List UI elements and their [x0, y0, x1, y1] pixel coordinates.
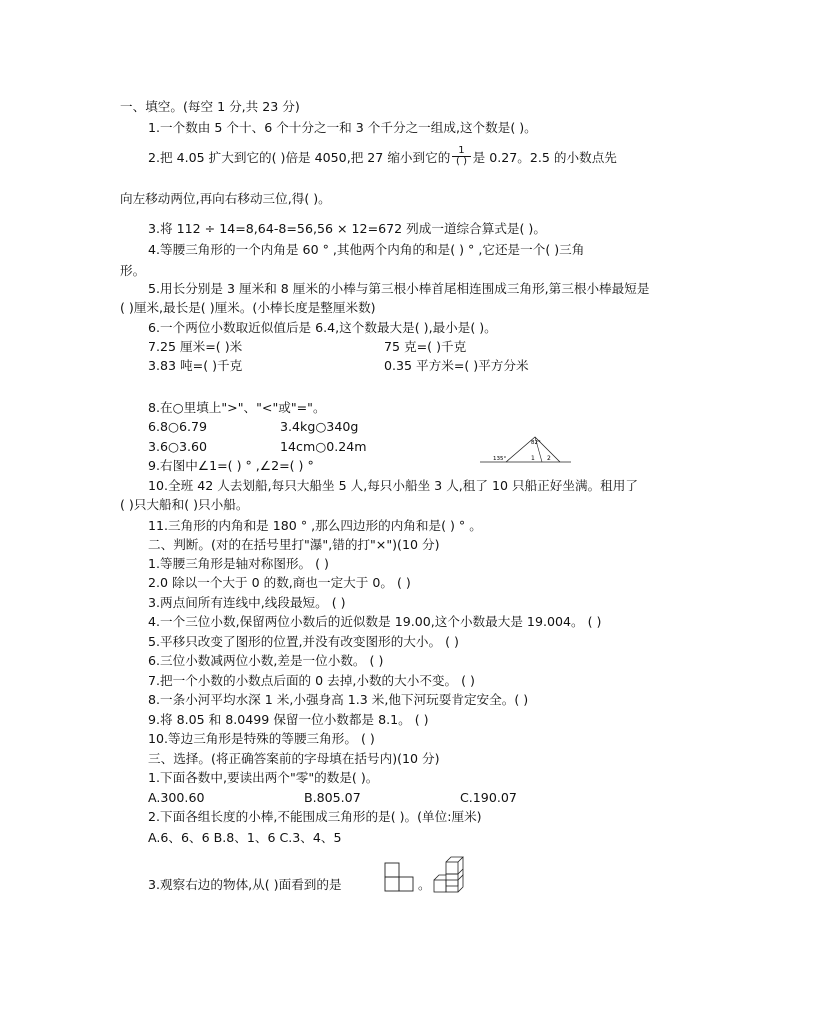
- question-1-2: [148, 145, 617, 167]
- cube-top-front: [446, 862, 458, 874]
- cubes-figure: [432, 856, 468, 899]
- cube-top-lid: [446, 857, 463, 862]
- judge-item-8: 8.一条小河平均水深 1 米,小强身高 1.3 米,他下河玩耍肯定安全。( ): [148, 692, 529, 707]
- choice-question-3-text: 3.观察右边的物体,从( )面看到的是: [148, 877, 342, 892]
- angle-label-exterior: 135°: [493, 456, 507, 462]
- judge-item-4: 4.一个三位小数,保留两位小数后的近似数是 19.00,这个小数最大是 19.004。 ( ): [148, 614, 602, 629]
- question-1-4: 4.等腰三角形的一个内角是 60 ° ,其他两个内角的和是( ) ° ,它还是一个( )三角: [148, 242, 585, 257]
- question-1-9: 9.右图中∠1=( ) ° ,∠2=( ) °: [148, 458, 314, 473]
- question-1-7-item-3: 3.83 吨=( )千克: [148, 358, 243, 373]
- question-1-4-continued: 形。: [120, 263, 146, 278]
- judge-item-1: 1.等腰三角形是轴对称图形。 ( ): [148, 556, 329, 571]
- stacked-cubes: [432, 856, 468, 896]
- cube-bottom-side: [458, 875, 463, 892]
- question-1-8: 8.在○里填上">"、"<"或"="。: [148, 400, 326, 415]
- section3-header: 三、选择。(将正确答案前的字母填在括号内)(10 分): [148, 751, 440, 766]
- choice-2-options: A.6、6、6 B.8、1、6 C.3、4、5: [148, 830, 342, 845]
- question-1-10-continued: ( )只大船和( )只小船。: [120, 497, 249, 512]
- fraction: [452, 146, 470, 167]
- judge-item-9: 9.将 8.05 和 8.0499 保留一位小数都是 8.1。 ( ): [148, 712, 429, 727]
- angle-label-2: 2: [547, 455, 551, 462]
- triangle-figure: [478, 432, 573, 471]
- question-1-8-item-2: 3.4kg○340g: [280, 419, 359, 434]
- cube-bottom-left: [434, 880, 446, 892]
- question-1-7-item-2: 75 克=( )千克: [384, 339, 467, 354]
- question-1-3: 3.将 112 ÷ 14=8,64-8=56,56 × 12=672 列成一道综合算式是( )。: [148, 221, 546, 236]
- question-1-10: 10.全班 42 人去划船,每只大船坐 5 人,每只小船坐 3 人,租了 10 只船正好坐满。租用了: [148, 478, 638, 493]
- judge-item-3: 3.两点间所有连线中,线段最短。 ( ): [148, 595, 346, 610]
- judge-item-2: 2.0 除以一个大于 0 的数,商也一定大于 0。 ( ): [148, 575, 411, 590]
- choice-question-2: 2.下面各组长度的小棒,不能围成三角形的是( )。(单位:厘米): [148, 809, 482, 824]
- judge-item-7: 7.把一个小数的小数点后面的 0 去掉,小数的大小不变。 ( ): [148, 673, 475, 688]
- front-view-figure: [384, 862, 416, 895]
- question-1-5: 5.用长分别是 3 厘米和 8 厘米的小棒与第三根小棒首尾相连围成三角形,第三根小棒最短是: [148, 281, 650, 296]
- question-1-5-continued: ( )厘米,最长是( )厘米。(小棒长度是整厘米数): [120, 300, 376, 315]
- angle-label-1: 1: [531, 455, 535, 462]
- question-1-8-item-1: 6.8○6.79: [148, 419, 208, 434]
- choice-question-1: 1.下面各数中,要读出两个"零"的数是( )。: [148, 770, 379, 785]
- question-1-2-part-b: 是 0.27。2.5 的小数点先: [472, 150, 617, 165]
- question-1-7-item-4: 0.35 平方米=( )平方分米: [384, 358, 529, 373]
- question-1-8-item-3: 3.6○3.60: [148, 439, 208, 454]
- choice-question-3: [148, 877, 342, 893]
- choice-question-3-end: 。: [418, 877, 431, 892]
- question-1-7-item-1: 7.25 厘米=( )米: [148, 339, 243, 354]
- choice-1-option-c: C.190.07: [460, 790, 517, 805]
- question-1-2-continued: 向左移动两位,再向右移动三位,得( )。: [120, 191, 331, 206]
- angle-label-top: 82°: [531, 440, 541, 446]
- judge-item-5: 5.平移只改变了图形的位置,并没有改变图形的大小。 ( ): [148, 634, 459, 649]
- question-1-6: 6.一个两位小数取近似值后是 6.4,这个数最大是( ),最小是( )。: [148, 320, 497, 335]
- fraction-denominator: ( ): [455, 156, 467, 167]
- judge-item-6: 6.三位小数减两位小数,差是一位小数。 ( ): [148, 653, 384, 668]
- question-1-11: 11.三角形的内角和是 180 ° ,那么四边形的内角和是( ) ° 。: [148, 518, 482, 533]
- section2-header: 二、判断。(对的在括号里打"瀑",错的打"×")(10 分): [148, 537, 440, 552]
- question-1-8-item-4: 14cm○0.24m: [280, 439, 367, 454]
- choice-1-option-a: A.300.60: [148, 790, 205, 805]
- cube-bottom-left-lid: [434, 875, 446, 880]
- choice-1-option-b: B.805.07: [304, 790, 361, 805]
- question-1-1: 1.一个数由 5 个十、6 个十分之一和 3 个千分之一组成,这个数是( )。: [148, 120, 537, 135]
- triangle-diagram: [478, 432, 573, 468]
- square-bottom-left: [385, 877, 399, 891]
- square-top: [385, 863, 399, 877]
- fraction-numerator: 1: [452, 146, 470, 157]
- front-view-squares: [384, 862, 416, 892]
- judge-item-10: 10.等边三角形是特殊的等腰三角形。 ( ): [148, 731, 375, 746]
- section1-header: 一、填空。(每空 1 分,共 23 分): [120, 99, 300, 114]
- question-1-2-part-a: 2.把 4.05 扩大到它的( )倍是 4050,把 27 缩小到它的: [148, 150, 451, 165]
- square-bottom-right: [399, 877, 413, 891]
